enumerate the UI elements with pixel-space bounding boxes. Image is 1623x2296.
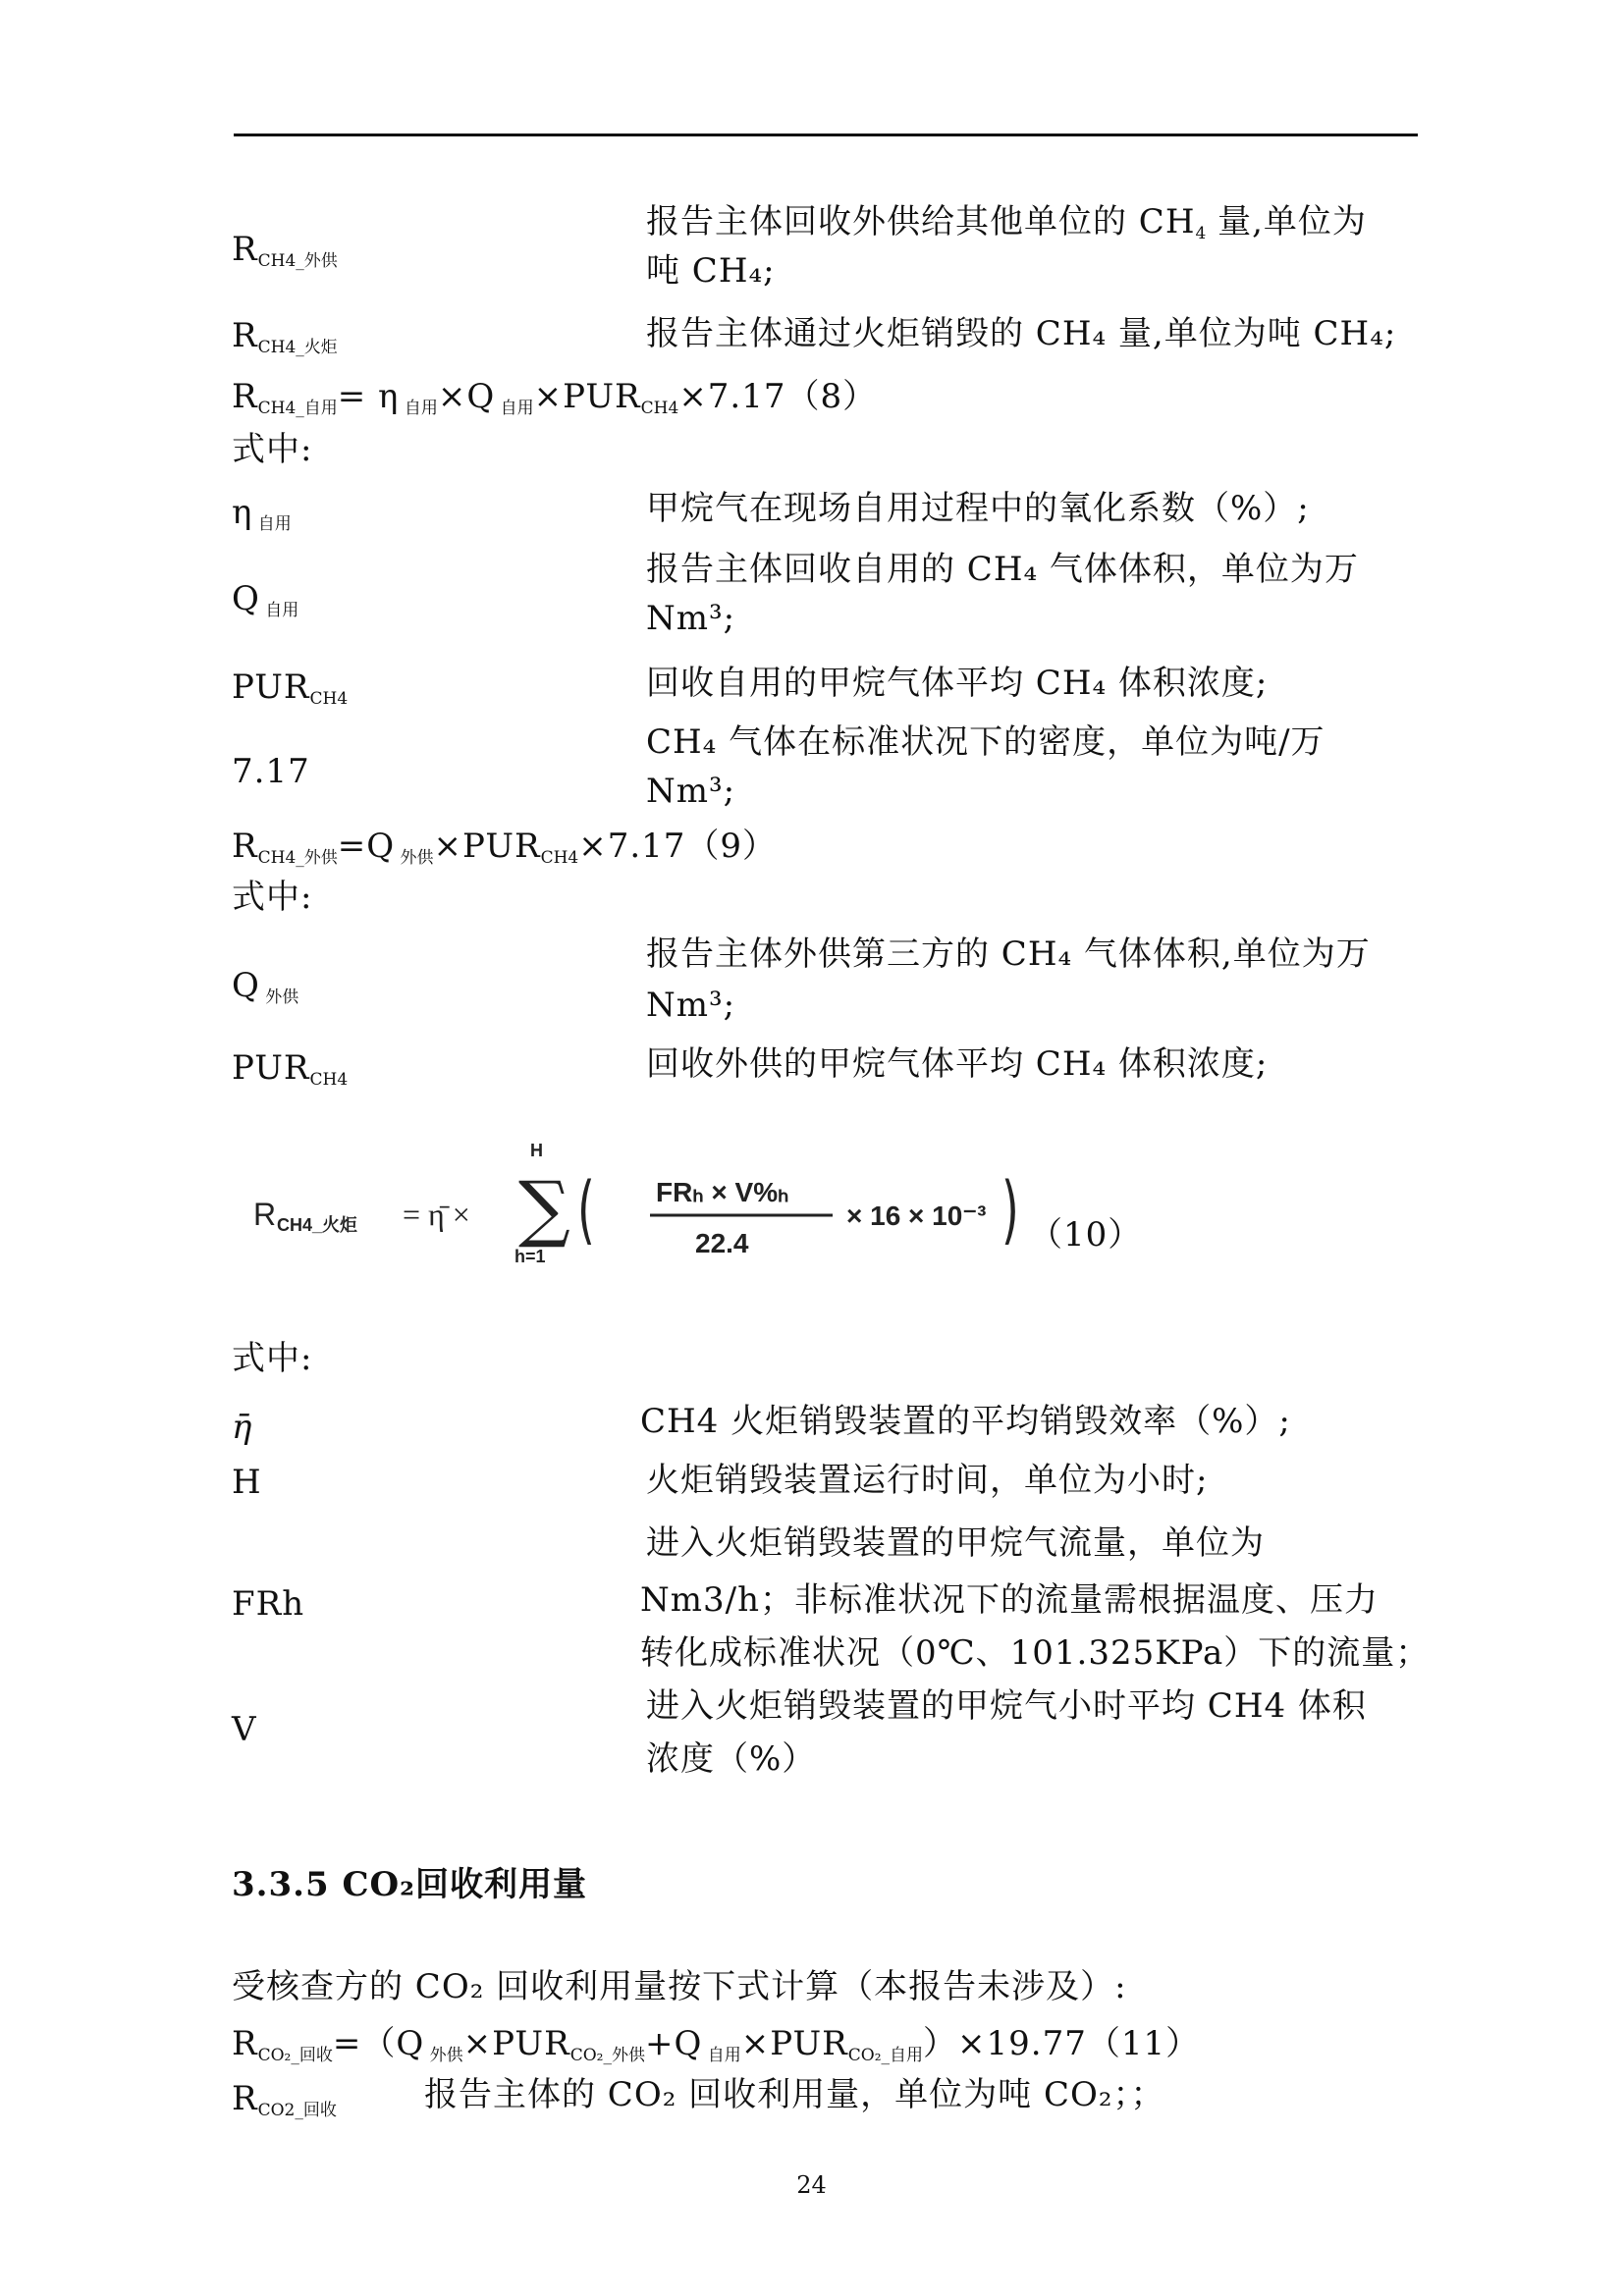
symbol-r-ch4-huoju: $R_{CH4\_火炬}$ (232, 316, 338, 357)
definition-frh-line2: Nm3/h；非标准状况下的流量需根据温度、压力 (640, 1580, 1379, 1620)
definition-7-17-line2: Nm³; (646, 772, 736, 811)
definition-q-ziyong-line1: 报告主体回收自用的 CH₄ 气体体积，单位为万 (646, 550, 1359, 589)
page-number: 24 (796, 2171, 827, 2199)
definition-q-waigong-line2: Nm³; (646, 986, 736, 1025)
definition-frh-line1: 进入火炬销毁装置的甲烷气流量，单位为 (646, 1523, 1265, 1563)
symbol-q-ziyong: Q $_{自用}$ (232, 579, 299, 620)
symbol-pur-ch4-waigong: $PUR_{CH4}$ (232, 1048, 349, 1090)
definition-eta-ziyong: 甲烷气在现场自用过程中的氧化系数（%）; (646, 489, 1310, 528)
eq10-sigma: ∑ (518, 1166, 570, 1251)
eq10-paren-open: ( (577, 1165, 595, 1254)
definition-r-co2-huishou: 报告主体的 CO₂ 回收利用量，单位为吨 CO₂；； (424, 2075, 1165, 2114)
where-label-3: 式中: (232, 1339, 313, 1378)
eq10-denominator: 22.4 (695, 1228, 749, 1258)
eq10-lhs-sub: CH4_火炬 (277, 1215, 358, 1235)
equation-11: $R_{CO_2\_回收}=(Q$ $_{外供}\times PUR_{CO_2\_外供}+Q$ $_{自用}\times PUR_{CO_2\_自用})\times 19.77(11)$ (232, 2024, 1201, 2065)
definition-q-waigong-line1: 报告主体外供第三方的 CH₄ 气体体积,单位为万 (646, 934, 1371, 974)
symbol-r-co2-huishou: $R_{CO2\_回收}$ (232, 2079, 337, 2120)
definition-eta-bar: CH4 火炬销毁装置的平均销毁效率（%）; (640, 1402, 1291, 1441)
symbol-q-waigong: Q $_{外供}$ (232, 966, 299, 1007)
symbol-eta-bar: η̄ (232, 1408, 253, 1447)
definition-q-ziyong-line2: Nm³; (646, 599, 736, 638)
definition-v-line2: 浓度（%） (646, 1739, 817, 1779)
equation-9: $R_{CH4\_外供}=Q$ $_{外供}\times PUR_{CH4}\times 7.17(9)$ (232, 827, 778, 868)
definition-r-ch4-huoju: 报告主体通过火炬销毁的 CH₄ 量,单位为吨 CH₄; (646, 314, 1397, 353)
symbol-frh: FRh (232, 1584, 305, 1624)
symbol-eta-ziyong: η $_{自用}$ (232, 493, 292, 534)
section-heading: 3.3.5 CO₂回收利用量 (232, 1865, 588, 1904)
header-rule (234, 133, 1418, 136)
definition-r-ch4-waigong-line1: 报告主体回收外供给其他单位的 $CH_4$ 量,单位为 (646, 202, 1367, 243)
eq10-paren-close: ) (1001, 1165, 1019, 1254)
equation-8: $R_{CH4\_自用}= \eta$ $_{自用}$×Q $_{自用}\times PUR_{CH4}\times 7.17(8)$ (232, 377, 878, 418)
equation-10-formula (253, 1137, 1019, 1274)
eq10-eq: = η̄ × (403, 1197, 470, 1232)
section-intro: 受核查方的 CO₂ 回收利用量按下式计算（本报告未涉及）: (232, 1967, 1127, 2006)
eq10-sum-top: H (530, 1141, 543, 1160)
definition-pur-ch4-waigong: 回收外供的甲烷气体平均 CH₄ 体积浓度; (646, 1044, 1269, 1084)
eq10-sum-bottom: h=1 (514, 1247, 546, 1266)
symbol-v: V (232, 1710, 257, 1749)
equation-10-number: （10） (1029, 1215, 1143, 1255)
eq10-lhs: R (253, 1197, 277, 1232)
eq10-tail: × 16 × 10⁻³ (846, 1201, 987, 1231)
definition-pur-ch4-ziyong: 回收自用的甲烷气体平均 CH₄ 体积浓度; (646, 664, 1269, 703)
symbol-r-ch4-waigong: $R_{CH4\_外供}$ (232, 230, 338, 271)
symbol-h: H (232, 1463, 262, 1502)
symbol-pur-ch4-ziyong: $PUR_{CH4}$ (232, 667, 349, 709)
definition-v-line1: 进入火炬销毁装置的甲烷气小时平均 CH4 体积 (646, 1686, 1367, 1726)
eq10-numerator: FRₕ × V%ₕ (656, 1177, 789, 1207)
definition-r-ch4-waigong-line2: 吨 CH₄; (646, 251, 776, 291)
definition-h: 火炬销毁装置运行时间，单位为小时; (646, 1461, 1209, 1500)
definition-7-17-line1: CH₄ 气体在标准状况下的密度，单位为吨/万 (646, 722, 1325, 762)
definition-frh-line3: 转化成标准状况（0℃、101.325KPa）下的流量； (640, 1633, 1431, 1673)
where-label-2: 式中: (232, 878, 313, 917)
where-label-1: 式中: (232, 430, 313, 469)
symbol-7-17: 7.17 (232, 752, 310, 791)
